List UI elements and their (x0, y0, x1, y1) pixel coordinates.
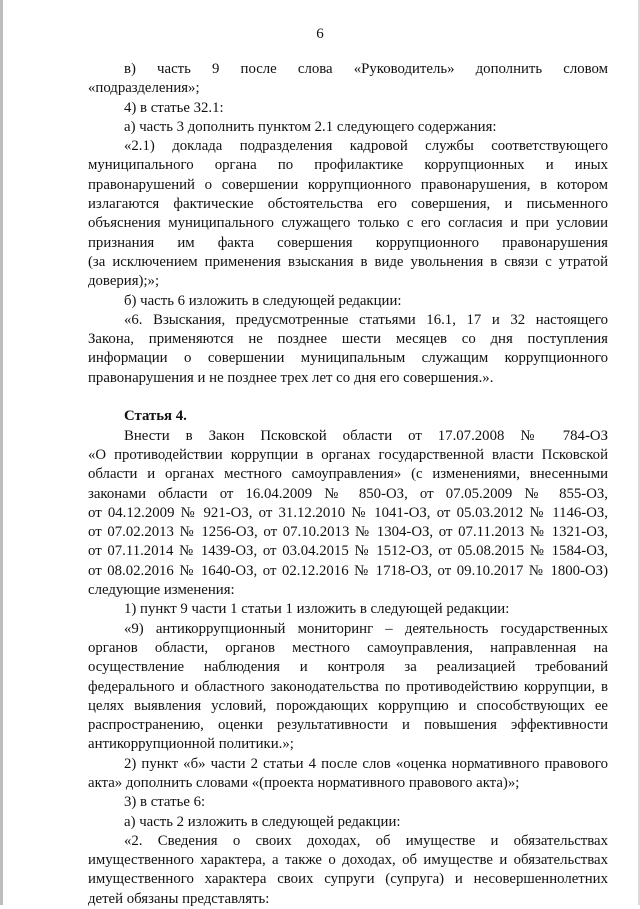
text-line: от 04.12.2009 № 921-ОЗ, от 31.12.2010 № 1041-ОЗ, от 05.03.2012 № 1146-ОЗ, (88, 504, 608, 521)
document-body (88, 60, 608, 909)
text-line: распространению, оценки результативности и повышения эффективности (88, 717, 608, 734)
page-number: 6 (316, 26, 324, 42)
text-line: 2) пункт «б» части 2 статьи 4 после слов «оценка нормативного правового (124, 755, 608, 772)
text-line: законами области от 16.04.2009 № 850-ОЗ, от 07.05.2009 № 855-ОЗ, (88, 485, 608, 502)
text-line: правонарушений о совершении коррупционного правонарушения, в котором (88, 176, 608, 193)
text-line: следующие изменения: (88, 582, 235, 599)
text-line: антикоррупционной политики.»; (88, 736, 294, 753)
paragraph-gap (88, 388, 608, 407)
text-line: 3) в статье 6: (124, 794, 206, 811)
text-line: от 07.02.2013 № 1256-ОЗ, от 07.10.2013 № 1304-ОЗ, от 07.11.2013 № 1321-ОЗ, (88, 524, 608, 541)
text-line: области и органах местного самоуправления» (с изменениями, внесенными (88, 466, 608, 483)
text-line: излагаются фактические обстоятельства его совершения, и письменного (88, 196, 608, 213)
text-line: «9) антикоррупционный мониторинг – деятельность государственных (124, 620, 608, 637)
text-line: от 08.02.2016 № 1640-ОЗ, от 02.12.2016 № 1718-ОЗ, от 09.10.2017 № 1800-ОЗ) (88, 562, 608, 579)
text-line: целях выявления условий, порождающих коррупцию и способствующих ее (88, 697, 608, 714)
text-line: «2.1) доклада подразделения кадровой службы соответствующего (124, 138, 608, 155)
text-line: информации о совершении муниципальным служащим коррупционного (88, 350, 608, 367)
text-line: «6. Взыскания, предусмотренные статьями 16.1, 17 и 32 настоящего (124, 311, 608, 328)
text-line: детей обязаны представлять: (88, 890, 270, 907)
text-line: муниципального органа по профилактике коррупционных и иных (88, 157, 608, 174)
text-line: осуществление наблюдения и контроля за реализацией требований (88, 659, 608, 676)
text-line: в) часть 9 после слова «Руководитель» дополнить словом (124, 61, 608, 77)
text-line: Закона, применяются не позднее шести месяцев со дня поступления (88, 331, 608, 348)
text-line: 4) в статье 32.1: (124, 99, 224, 116)
text-line: Внести в Закон Псковской области от 17.07.2008 № 784-ОЗ (124, 427, 608, 444)
text-line: а) часть 2 изложить в следующей редакции: (124, 813, 401, 830)
article-heading: Статья 4. (124, 408, 187, 425)
text-line: правонарушения и не позднее трех лет со дня его совершения.». (88, 369, 494, 386)
text-line: «О противодействии коррупции в органах государственной власти Псковской (88, 446, 608, 463)
text-line: имущественного характера своих супруги (супруга) и несовершеннолетних (88, 871, 608, 888)
text-line: 1) пункт 9 части 1 статьи 1 изложить в следующей редакции: (124, 601, 510, 618)
text-line: а) часть 3 дополнить пунктом 2.1 следующего содержания: (124, 118, 497, 135)
text-line: (за исключением применения взыскания в виде увольнения в связи с утратой (88, 253, 608, 270)
text-line: от 07.11.2014 № 1439-ОЗ, от 03.04.2015 № 1512-ОЗ, от 05.08.2015 № 1584-ОЗ, (88, 543, 608, 560)
text-line: «подразделения»; (88, 80, 200, 97)
text-line: б) часть 6 изложить в следующей редакции: (124, 292, 402, 309)
text-line: имущественного характера, а также о доходах, об имуществе и обязательствах (88, 852, 608, 869)
scan-edge-left (0, 0, 3, 905)
text-line: признания им факта совершения коррупционного правонарушения (88, 234, 608, 251)
text-line: «2. Сведения о своих доходах, об имуществе и обязательствах (124, 832, 608, 849)
text-line: органов области, органов местного самоуправления, направленная на (88, 639, 608, 656)
text-line: объяснения муниципального служащего только с его согласия и при условии (88, 215, 608, 232)
text-line: федерального и областного законодательства по противодействию коррупции, в (88, 678, 608, 695)
text-line: акта» дополнить словами «(проекта нормативного правового акта)»; (88, 774, 520, 791)
text-line: доверия);»; (88, 273, 160, 290)
